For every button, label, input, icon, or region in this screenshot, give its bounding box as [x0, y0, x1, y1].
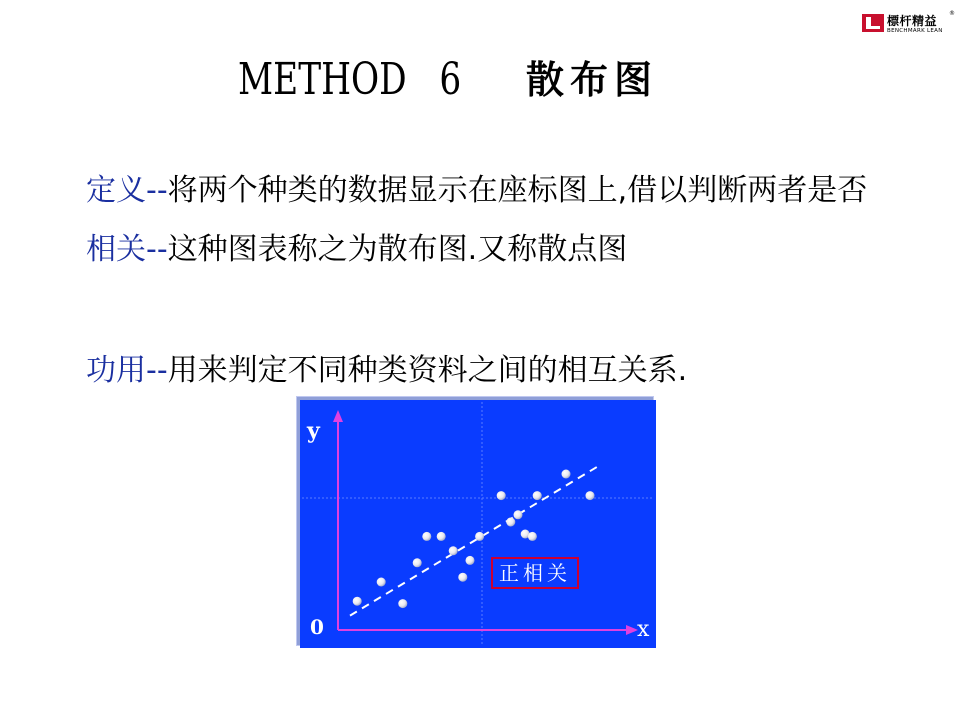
- x-axis-label: x: [637, 617, 650, 642]
- origin-label: 0: [310, 615, 324, 639]
- registered-mark: ®: [949, 10, 955, 17]
- data-point-16: [533, 491, 542, 500]
- data-point-10: [475, 532, 484, 541]
- data-point-12: [506, 518, 515, 527]
- function-text: 用来判定不同种类资料之间的相互关系.: [167, 353, 688, 388]
- logo-subtext: BENCHMARK LEAN: [887, 28, 943, 34]
- function-paragraph: [86, 341, 886, 400]
- scatter-plot: [296, 396, 656, 648]
- trend-line: [350, 467, 597, 616]
- title-chinese: 散布图: [526, 58, 659, 102]
- company-logo: [862, 10, 954, 40]
- data-point-17: [562, 470, 571, 479]
- definition-dash: --: [146, 173, 168, 208]
- data-point-1: [353, 597, 362, 606]
- data-point-18: [586, 491, 595, 500]
- definition-term: 定义: [86, 173, 146, 208]
- scatter-svg: [296, 396, 656, 648]
- data-point-4: [413, 558, 422, 567]
- data-point-5: [422, 532, 431, 541]
- data-point-6: [437, 532, 446, 541]
- data-point-7: [449, 546, 458, 555]
- definition-paragraph: [86, 161, 886, 279]
- data-point-11: [497, 491, 506, 500]
- data-point-13: [514, 510, 523, 519]
- data-point-2: [377, 578, 386, 587]
- data-point-3: [398, 599, 407, 608]
- definition-term-correlation: 相关: [86, 232, 146, 267]
- slide-title: [0, 52, 960, 108]
- y-axis-label: y: [307, 418, 320, 444]
- positive-correlation-label: 正相关: [491, 557, 579, 589]
- definition-text-1: 将两个种类的数据显示在座标图上,借以判断两者是否: [167, 173, 868, 208]
- definition-dash-2: --: [146, 232, 168, 267]
- logo-mark-icon: [862, 14, 884, 32]
- logo-text: 標杆精益: [887, 14, 938, 28]
- function-dash: --: [146, 353, 168, 388]
- data-point-15: [528, 532, 537, 541]
- data-point-9: [466, 556, 475, 565]
- definition-text-2: 这种图表称之为散布图.又称散点图: [167, 232, 628, 267]
- y-axis-arrow: [333, 410, 343, 422]
- data-point-8: [458, 573, 467, 582]
- title-method: METHOD 6: [238, 54, 462, 105]
- function-term: 功用: [86, 353, 146, 388]
